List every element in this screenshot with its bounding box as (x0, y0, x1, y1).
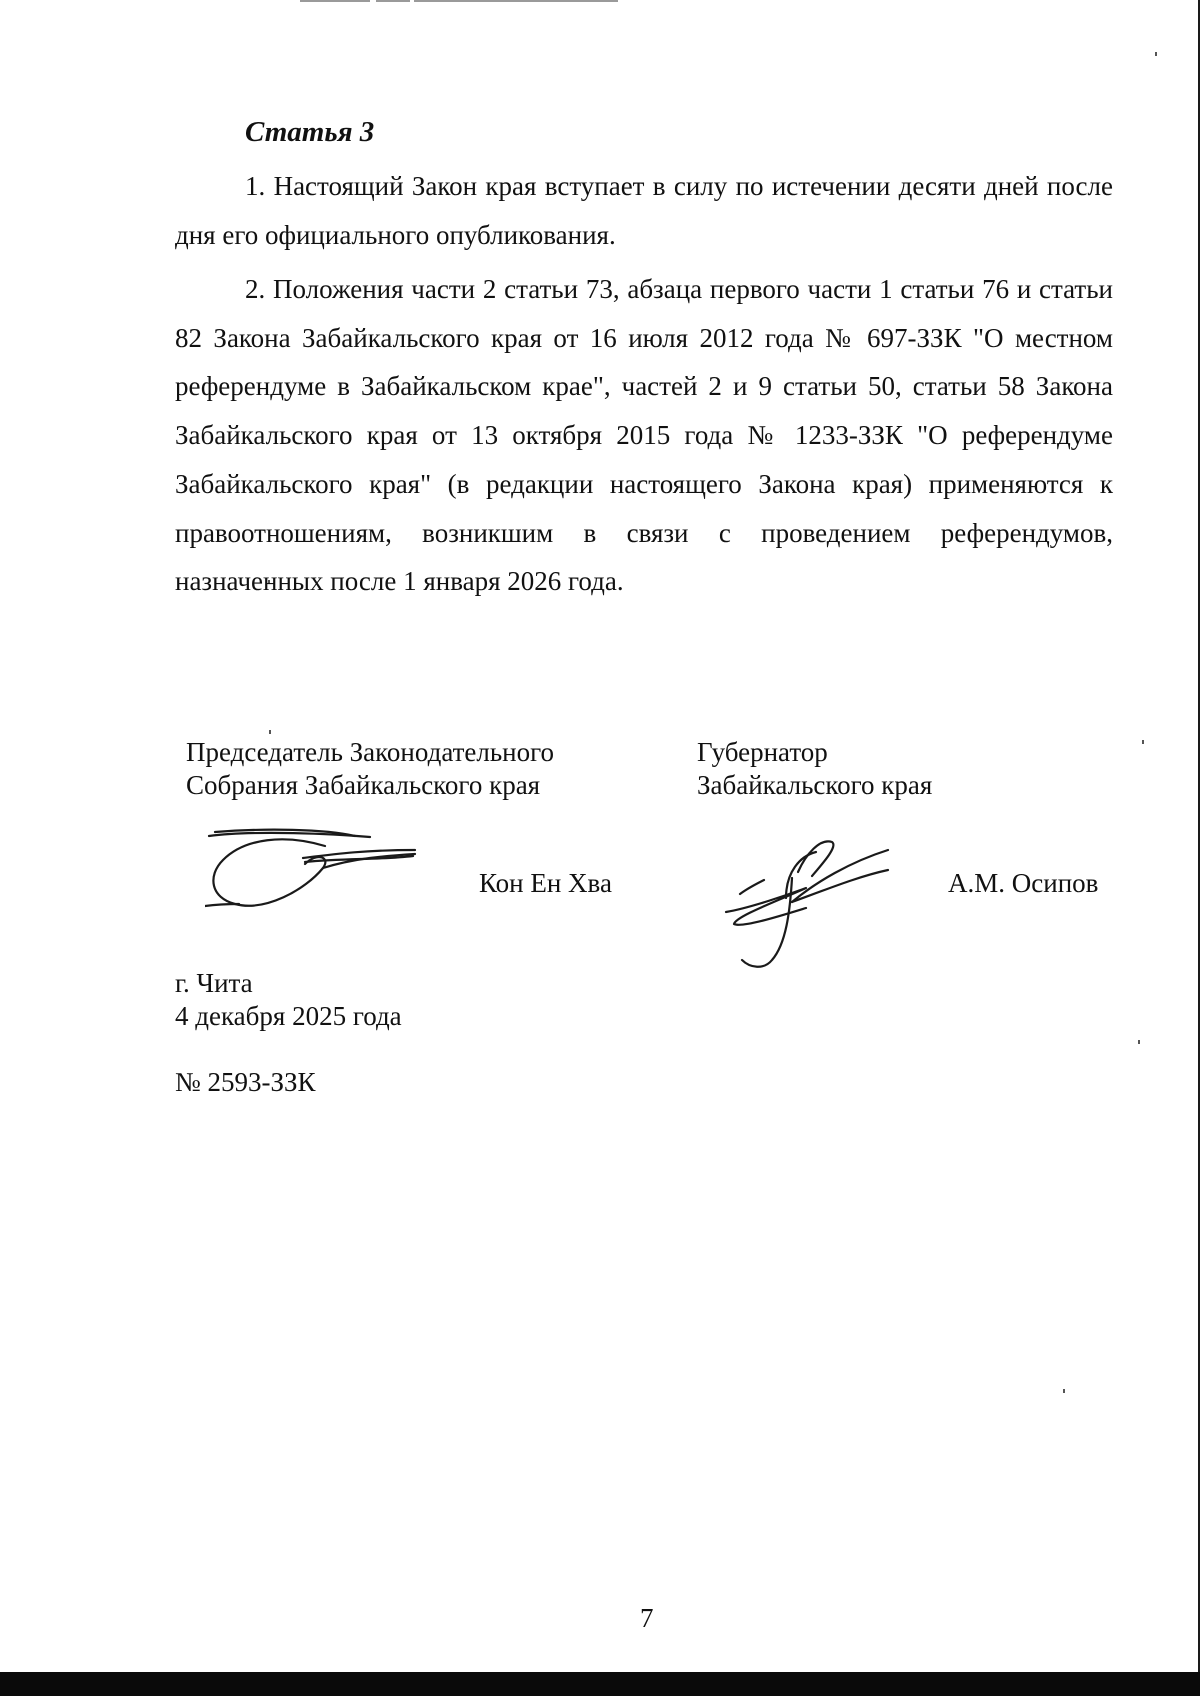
city: г. Чита (175, 968, 253, 998)
signing-date: 4 декабря 2025 года (175, 1001, 402, 1031)
right-signatory-title-line-1: Губернатор (697, 737, 828, 767)
right-signatory-name: А.М. Осипов (948, 868, 1099, 898)
place-and-date (175, 967, 402, 1033)
left-signatory-title-line-2: Собрания Забайкальского края (186, 770, 541, 800)
right-signatory-title-line-2: Забайкальского края (697, 770, 933, 800)
page-bottom-border (0, 1672, 1200, 1696)
article-title: Статья 3 (245, 116, 375, 148)
scan-speck (1138, 1040, 1140, 1044)
scan-speck (1155, 52, 1157, 56)
article-paragraph-2: 2. Положения части 2 статьи 73, абзаца первого части 1 статьи 76 и статьи 82 Закона Забайкальского края от 16 июля 2012 года № 697-ЗЗК "О местном референдуме в Забайкальском крае", частей 2 и 9 статьи 50, статьи 58 Закона Забайкальского края от 13 октября 2015 года № 1233-ЗЗК "О референдуме Забайкальского края" (в редакции настоящего Закона края) применяются к правоотношениям, возникшим в связи с проведением референдумов, назначенных после 1 января 2026 года. (175, 274, 1113, 597)
left-signatory-name: Кон Ен Хва (479, 868, 612, 898)
scan-speck (1142, 740, 1144, 744)
scan-edge-line (300, 0, 370, 2)
handwritten-signature-right (720, 832, 900, 972)
left-signatory-title-line-1: Председатель Законодательного (186, 737, 555, 767)
scan-edge-line (414, 0, 618, 2)
scan-speck (1063, 1389, 1065, 1393)
law-number: № 2593-ЗЗК (175, 1067, 316, 1097)
handwritten-signature-left (205, 824, 425, 924)
article-paragraph-1: 1. Настоящий Закон края вступает в силу по истечении десяти дней после дня его официального опубликования. (175, 171, 1113, 250)
page-number: 7 (640, 1603, 654, 1633)
left-signatory-title (186, 736, 554, 802)
scan-speck (269, 730, 271, 734)
right-signatory-title (697, 736, 932, 802)
scan-edge-line (376, 0, 410, 2)
